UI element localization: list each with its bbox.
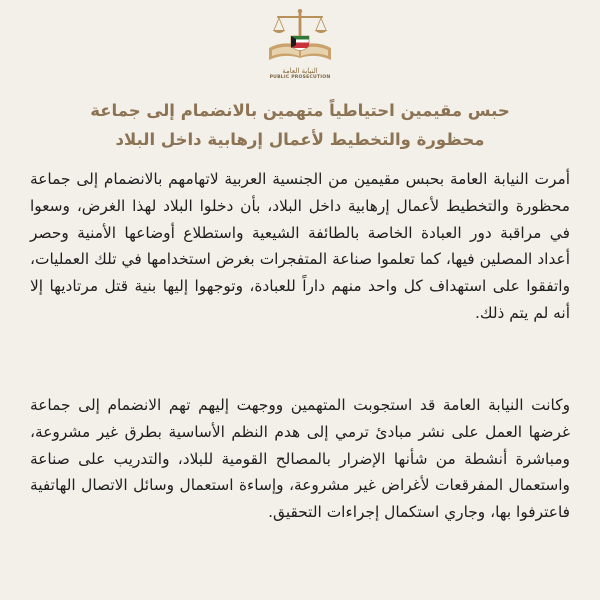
title-line-2: محظورة والتخطيط لأعمال إرهابية داخل البلاد <box>115 130 485 149</box>
scales-of-justice-emblem-icon <box>264 8 336 66</box>
title-line-1: حبس مقيمين احتياطياً متهمين بالانضمام إلى جماعة <box>90 101 510 120</box>
paragraph-2: وكانت النيابة العامة قد استجوبت المتهمين ووجهت إليهم تهم الانضمام إلى جماعة غرضها العمل على نشر مبادئ ترمي إلى هدم النظم الأساسية بطرق غير مشروعة، ومباشرة أنشطة من شأنها الإضرار بالمصالح القومية للبلاد، والتدريب على صناعة واستعمال المفرقعات لأغراض غير مشروعة، وإساءة استعمال وسائل الاتصال الهاتفية فاعترفوا بها، وجاري استكمال إجراءات التحقيق. <box>30 396 570 522</box>
public-prosecution-logo <box>262 8 338 92</box>
logo-english-name: PUBLIC PROSECUTION <box>269 75 331 80</box>
paragraph-1: أمرت النيابة العامة بحبس مقيمين من الجنسية العربية لاتهامهم بالانضمام إلى جماعة محظورة والتخطيط لأعمال إرهابية داخل البلاد، بأن دخلوا البلاد لهذا الغرض، وسعوا في مراقبة دور العبادة الخاصة بالطائفة الشيعية واستطلاع أوضاعها الأمنية وحصر أعداد المصلين فيها، كما تعلموا صناعة المتفجرات بغرض استخدامها في تلك العمليات، واتفقوا على استهداف كل واحد منهم داراً للعبادة، وتوجهوا إليها بنية قتل مرتاديها إلا أنه لم يتم ذلك. <box>30 170 570 322</box>
logo-arabic-name: النيابة العامة <box>282 67 318 75</box>
page-title <box>60 96 540 154</box>
